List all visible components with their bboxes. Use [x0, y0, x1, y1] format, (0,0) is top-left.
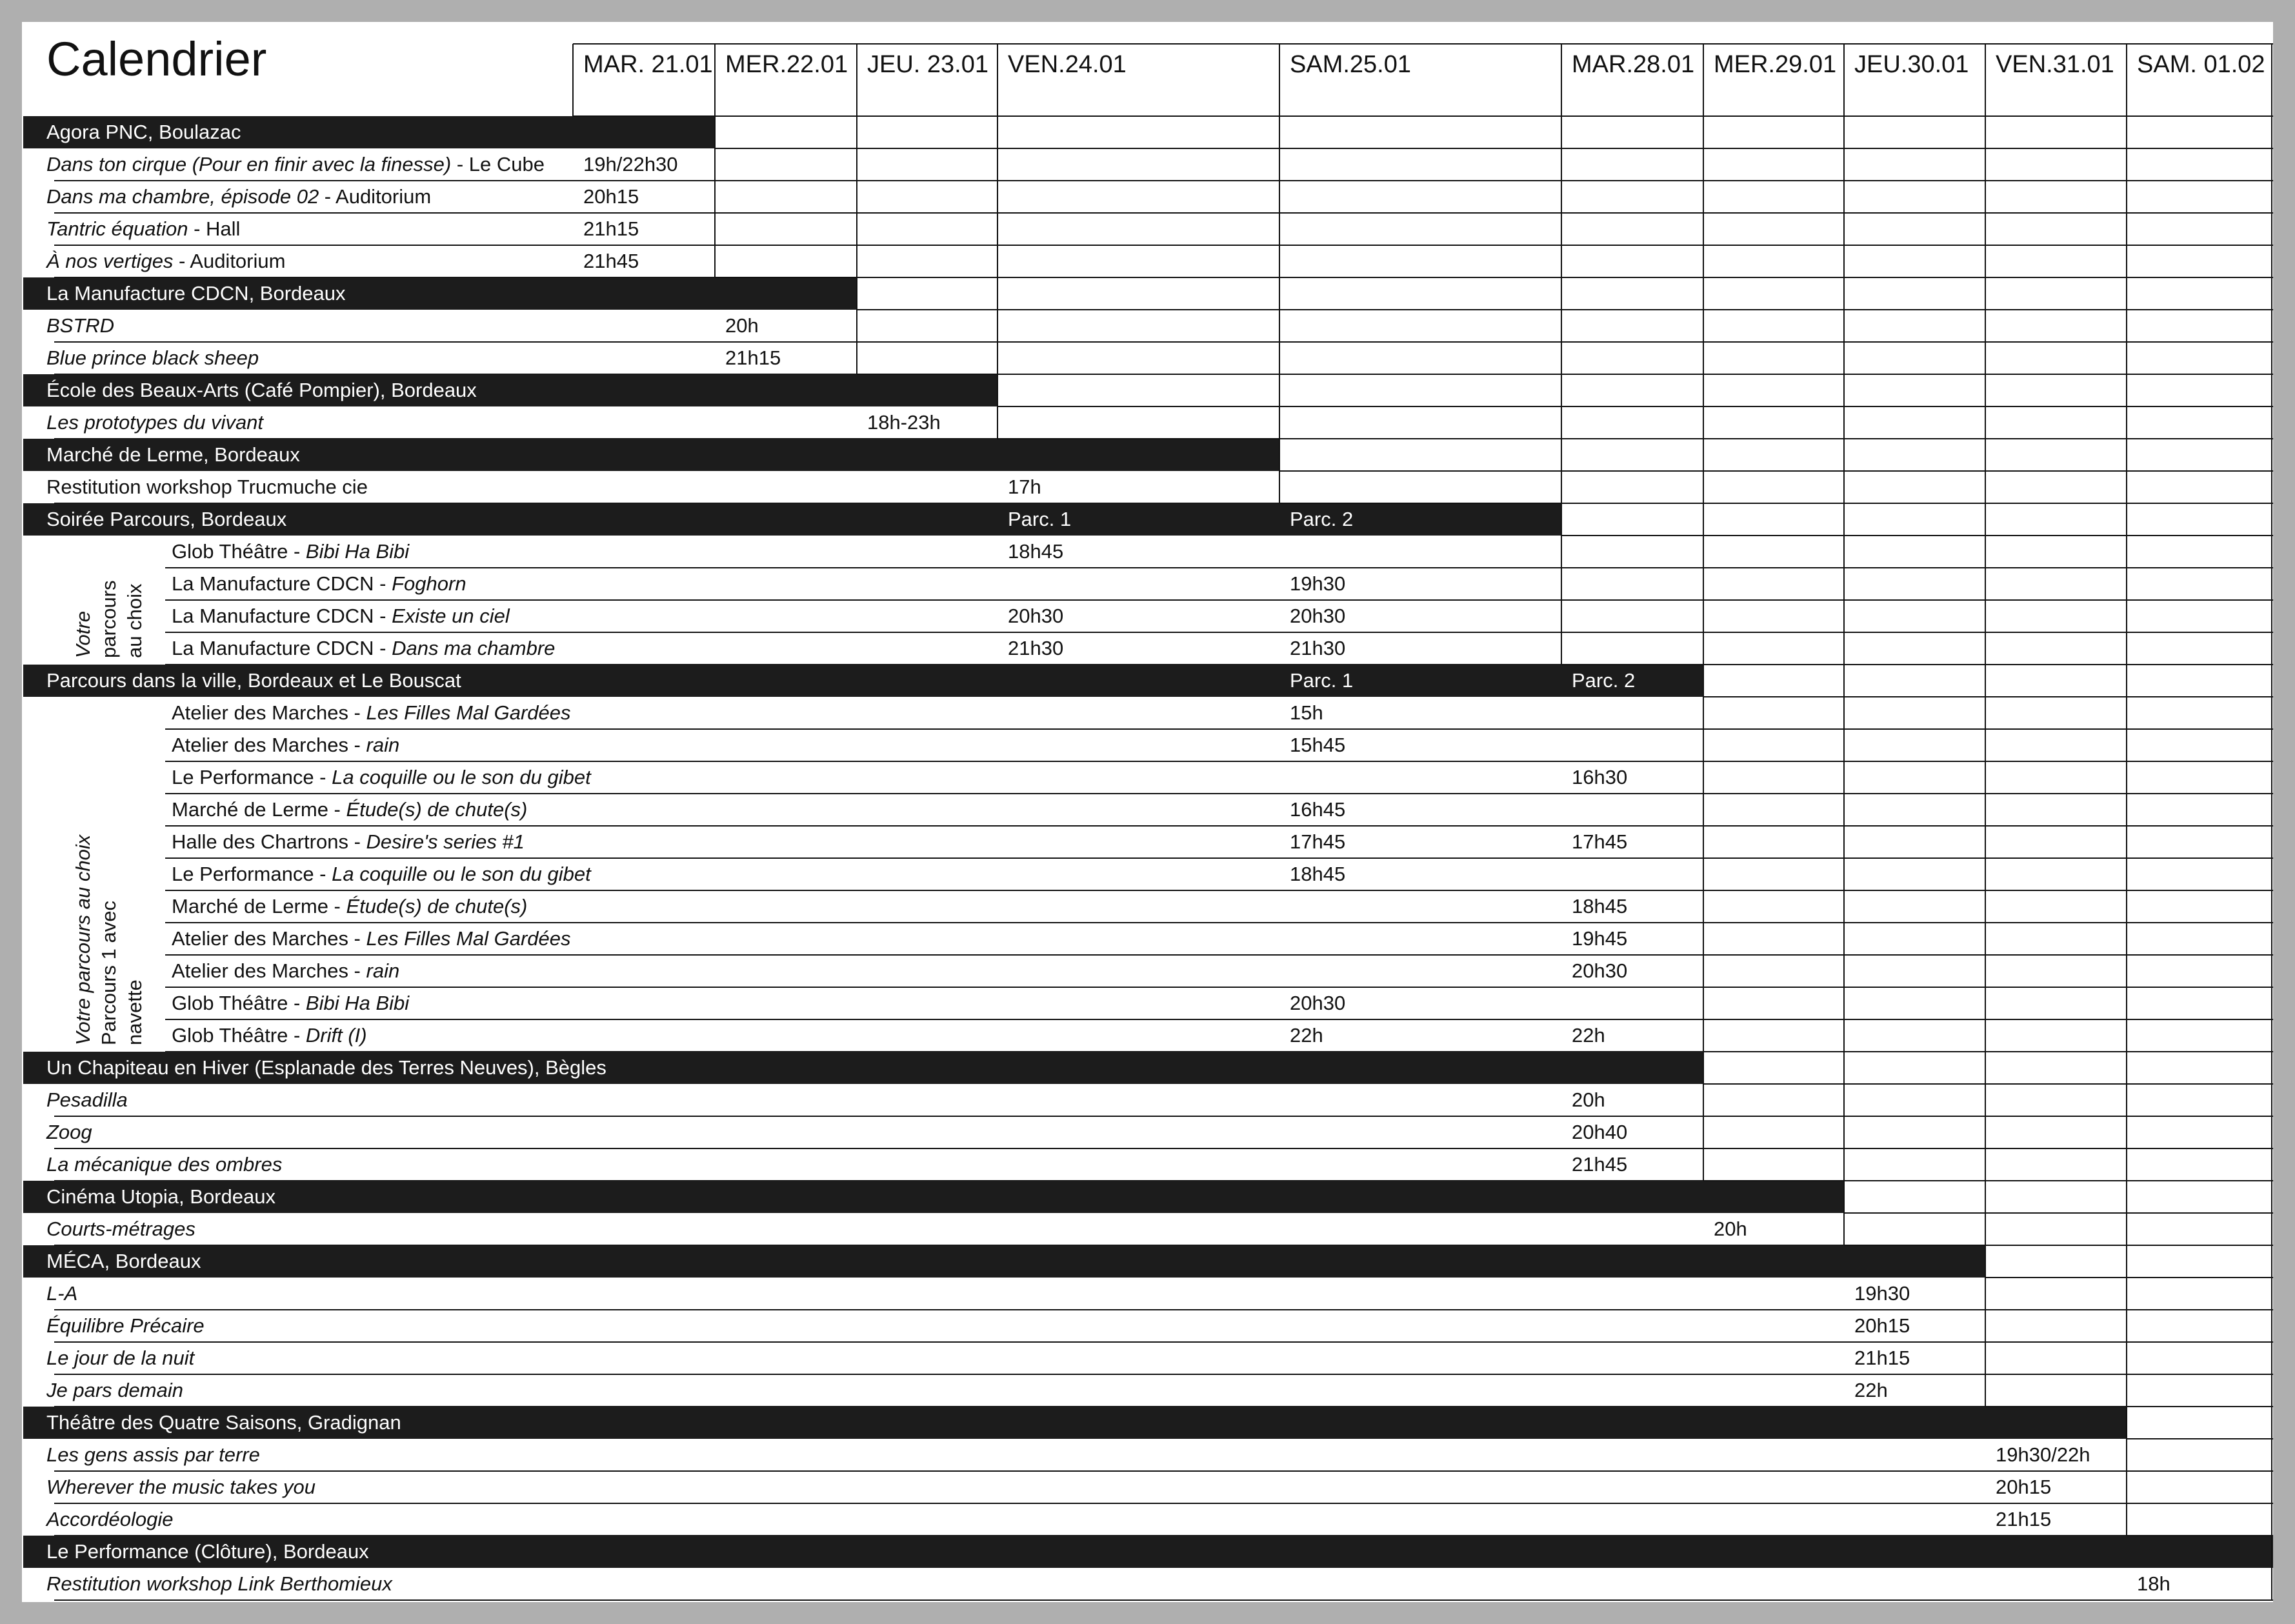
event-title [46, 1310, 205, 1342]
event-time: 20h30 [1008, 605, 1064, 627]
event-time: 19h30 [1854, 1282, 1910, 1305]
event-name: Drift (I) [305, 1024, 367, 1047]
event-place: Marché de Lerme - [172, 798, 346, 821]
empty-cell-rule [1279, 470, 2273, 472]
event-time: 21h45 [1572, 1153, 1628, 1176]
row-rule [54, 1309, 1985, 1310]
event-title [46, 1213, 195, 1245]
venue-name: Marché de Lerme, Bordeaux [46, 443, 300, 466]
empty-cell-rule [2127, 1438, 2273, 1439]
event-title [172, 761, 591, 794]
empty-cell-rule [1985, 1277, 2273, 1278]
empty-cell-rule [1279, 438, 2273, 439]
event-title [172, 923, 571, 955]
empty-cell-rule [1703, 761, 2273, 762]
event-title [46, 1342, 194, 1374]
empty-cell-rule [1703, 1083, 2273, 1085]
empty-cell-rule [2127, 1535, 2273, 1536]
day-column-rule [997, 44, 998, 439]
empty-cell-rule [857, 277, 2273, 278]
event-name: La coquille ou le son du gibet [332, 863, 591, 885]
event-time: 19h30 [1290, 572, 1346, 595]
event-title [172, 536, 409, 568]
event-time: 20h30 [1290, 992, 1346, 1014]
empty-cell-rule [1703, 1116, 2273, 1117]
parcours-label: Parc. 1 [1290, 669, 1354, 692]
empty-cell-rule [1703, 664, 2273, 665]
event-time: 16h45 [1290, 798, 1346, 821]
event-place: Le Performance - [172, 863, 332, 885]
venue-name: La Manufacture CDCN, Bordeaux [46, 282, 346, 305]
event-name: Les Filles Mal Gardées [366, 701, 571, 724]
empty-cell-rule [1561, 503, 2273, 504]
event-name: Les Filles Mal Gardées [366, 927, 571, 950]
empty-cell-rule [1703, 696, 2273, 697]
venue-bar [23, 1181, 1844, 1213]
day-header: VEN.24.01 [1008, 51, 1127, 78]
empty-cell-rule [2127, 1503, 2273, 1504]
day-header: MAR. 21.01 [583, 51, 713, 78]
event-name: rain [366, 959, 400, 982]
event-place: - Auditorium [173, 250, 286, 272]
empty-cell-rule [2127, 1406, 2273, 1407]
event-title [46, 181, 431, 213]
event-title [46, 1116, 92, 1148]
event-time: 15h45 [1290, 734, 1346, 756]
event-name: Tantric équation [46, 217, 188, 240]
event-time: 20h30 [1290, 605, 1346, 627]
empty-cell-rule [715, 180, 2273, 181]
event-place: Atelier des Marches - [172, 927, 366, 950]
venue-name: Soirée Parcours, Bordeaux [46, 508, 287, 530]
event-name: La mécanique des ombres [46, 1153, 283, 1176]
event-title [46, 1278, 77, 1310]
parcours-side-label: Parcours 1 avec [97, 901, 120, 1045]
event-time: 22h [1854, 1379, 1888, 1401]
event-name: Restitution workshop Link Berthomieux [46, 1572, 392, 1595]
empty-cell-rule [1844, 1180, 2273, 1181]
empty-cell-rule [1844, 1212, 2273, 1214]
event-title [172, 794, 527, 826]
day-header: MAR.28.01 [1572, 51, 1695, 78]
day-header: JEU. 23.01 [867, 51, 988, 78]
venue-name: Le Performance (Clôture), Bordeaux [46, 1540, 369, 1563]
header-top-rule [573, 43, 2273, 45]
event-name: Je pars demain [46, 1379, 183, 1401]
empty-cell-rule [1985, 1309, 2273, 1310]
empty-cell-rule [1703, 728, 2273, 730]
event-name: BSTRD [46, 314, 115, 337]
empty-cell-rule [997, 374, 2273, 375]
row-rule [54, 1599, 2273, 1601]
event-title [172, 697, 571, 729]
day-column-rule [2126, 44, 2127, 1536]
parcours-side-label: navette [123, 979, 146, 1045]
day-header: MER.29.01 [1714, 51, 1837, 78]
event-time: 21h30 [1008, 637, 1064, 659]
event-title [46, 1148, 282, 1181]
event-place: Glob Théâtre - [172, 540, 306, 563]
event-name: Les gens assis par terre [46, 1443, 260, 1466]
event-title [46, 1471, 316, 1503]
event-title [172, 858, 591, 890]
event-name: Dans ton cirque (Pour en finir avec la finesse) [46, 153, 452, 175]
parcours-side-label: parcours [97, 580, 120, 658]
row-rule [165, 1019, 1703, 1020]
venue-bar [23, 1245, 1985, 1278]
event-place: - Hall [188, 217, 241, 240]
event-time: 18h45 [1572, 895, 1628, 917]
event-name: À nos vertiges [46, 250, 174, 272]
event-name: Le jour de la nuit [46, 1347, 195, 1369]
event-place: Atelier des Marches - [172, 959, 366, 982]
event-time: 20h30 [1572, 959, 1628, 982]
event-time: 18h45 [1290, 863, 1346, 885]
venue-name: Agora PNC, Boulazac [46, 121, 241, 143]
empty-cell-rule [1703, 1051, 2273, 1052]
event-time: 15h [1290, 701, 1323, 724]
empty-cell-rule [1561, 632, 2273, 633]
day-header: SAM. 01.02 [2137, 51, 2265, 78]
event-time: 18h-23h [867, 411, 941, 434]
venue-name: MÉCA, Bordeaux [46, 1250, 201, 1272]
row-rule [54, 1470, 2127, 1472]
event-place: La Manufacture CDCN - [172, 605, 392, 627]
event-title [46, 1374, 183, 1407]
parcours-label: Parc. 2 [1572, 669, 1636, 692]
event-time: 18h [2137, 1572, 2170, 1595]
event-time: 21h15 [1996, 1508, 2052, 1530]
event-time: 20h15 [583, 185, 639, 208]
event-place: Glob Théâtre - [172, 1024, 306, 1047]
event-time: 20h15 [1854, 1314, 1910, 1337]
empty-cell-rule [1985, 1245, 2273, 1246]
parcours-side-label: Votre parcours au choix [72, 834, 94, 1045]
event-title [46, 213, 240, 245]
parcours-side-label: Votre [72, 611, 94, 658]
event-time: 21h30 [1290, 637, 1346, 659]
day-column-rule [1279, 44, 1280, 503]
event-time: 21h15 [583, 217, 639, 240]
event-name: Blue prince black sheep [46, 346, 259, 369]
empty-cell-rule [1985, 1341, 2273, 1343]
event-place: - Le Cube [451, 153, 545, 175]
event-name: Dans ma chambre [392, 637, 556, 659]
event-title [46, 342, 259, 374]
event-name: Foghorn [392, 572, 466, 595]
event-title [172, 987, 409, 1019]
event-title [46, 310, 114, 342]
empty-cell-rule [1561, 567, 2273, 568]
day-column-rule [1985, 44, 1986, 1407]
event-time: 20h40 [1572, 1121, 1628, 1143]
day-header: SAM.25.01 [1290, 51, 1411, 78]
empty-cell-rule [1561, 599, 2273, 601]
day-column-rule [1561, 44, 1562, 665]
venue-name: Parcours dans la ville, Bordeaux et Le Bouscat [46, 669, 461, 692]
day-header: MER.22.01 [725, 51, 848, 78]
event-title [172, 600, 510, 632]
empty-cell-rule [1703, 922, 2273, 923]
page-title: Calendrier [46, 32, 267, 86]
venue-name: Un Chapiteau en Hiver (Esplanade des Terres Neuves), Bègles [46, 1056, 606, 1079]
event-time: 20h [1714, 1218, 1747, 1240]
event-time: 19h30/22h [1996, 1443, 2090, 1466]
event-time: 21h15 [725, 346, 781, 369]
event-time: 20h [725, 314, 759, 337]
event-name: Courts-métrages [46, 1218, 195, 1240]
parcours-label: Parc. 1 [1008, 508, 1072, 530]
event-time: 19h45 [1572, 927, 1628, 950]
event-time: 16h30 [1572, 766, 1628, 788]
venue-name: Théâtre des Quatre Saisons, Gradignan [46, 1411, 401, 1434]
event-name: Accordéologie [46, 1508, 174, 1530]
day-column-rule [856, 44, 857, 374]
event-title [46, 245, 285, 277]
empty-cell-rule [715, 148, 2273, 149]
event-time: 20h15 [1996, 1476, 2052, 1498]
event-place: Atelier des Marches - [172, 734, 366, 756]
day-column-rule [714, 44, 716, 277]
event-time: 17h45 [1290, 830, 1346, 853]
event-name: Zoog [46, 1121, 92, 1143]
empty-cell-rule [1703, 857, 2273, 859]
day-header: JEU.30.01 [1854, 51, 1969, 78]
event-title [172, 729, 399, 761]
event-time: 17h45 [1572, 830, 1628, 853]
row-rule [54, 1116, 1703, 1117]
event-time: 18h45 [1008, 540, 1064, 563]
event-title [46, 1503, 173, 1536]
empty-cell-rule [1703, 1019, 2273, 1020]
calendar-sheet [22, 22, 2273, 1602]
event-name: Pesadilla [46, 1088, 128, 1111]
day-header: VEN.31.01 [1996, 51, 2114, 78]
event-place: - Auditorium [319, 185, 432, 208]
event-name: Les prototypes du vivant [46, 411, 264, 434]
event-time: 20h [1572, 1088, 1605, 1111]
empty-cell-rule [1703, 825, 2273, 827]
event-place: Halle des Chartrons - [172, 830, 366, 853]
day-column-rule [572, 44, 574, 116]
empty-cell-rule [1703, 890, 2273, 891]
empty-cell-rule [1703, 793, 2273, 794]
event-name: La coquille ou le son du gibet [332, 766, 591, 788]
header-bottom-rule [573, 115, 2273, 117]
empty-cell-rule [857, 309, 2273, 310]
empty-cell-rule [1703, 1148, 2273, 1149]
empty-cell-rule [1703, 987, 2273, 988]
event-title [46, 1084, 128, 1116]
empty-cell-rule [715, 245, 2273, 246]
event-name: Restitution workshop Trucmuche cie [46, 476, 368, 498]
empty-cell-rule [857, 341, 2273, 343]
event-title [172, 632, 555, 665]
row-rule [54, 1148, 1703, 1149]
row-rule [54, 1503, 2127, 1504]
event-title [46, 406, 263, 439]
event-time: 22h [1572, 1024, 1605, 1047]
event-time: 21h45 [583, 250, 639, 272]
event-place: Le Performance - [172, 766, 332, 788]
event-place: La Manufacture CDCN - [172, 572, 392, 595]
event-title [172, 890, 527, 923]
venue-name: Cinéma Utopia, Bordeaux [46, 1185, 276, 1208]
event-name: Desire's series #1 [366, 830, 525, 853]
event-title [46, 1439, 260, 1471]
event-name: Étude(s) de chute(s) [346, 798, 528, 821]
event-name: Wherever the music takes you [46, 1476, 316, 1498]
event-name: Équilibre Précaire [46, 1314, 205, 1337]
parcours-side-label: au choix [123, 583, 146, 658]
event-title [172, 955, 399, 987]
empty-cell-rule [1561, 535, 2273, 536]
event-name: Bibi Ha Bibi [305, 992, 410, 1014]
day-column-rule [1703, 44, 1704, 1181]
row-rule [54, 1341, 1985, 1343]
event-name: Existe un ciel [392, 605, 510, 627]
empty-cell-rule [997, 406, 2273, 407]
event-time: 19h/22h30 [583, 153, 678, 175]
event-title [46, 471, 368, 503]
event-name: Étude(s) de chute(s) [346, 895, 528, 917]
empty-cell-rule [2127, 1470, 2273, 1472]
event-name: rain [366, 734, 400, 756]
event-time: 21h15 [1854, 1347, 1910, 1369]
event-title [46, 1568, 392, 1600]
event-time: 22h [1290, 1024, 1323, 1047]
empty-cell-rule [715, 212, 2273, 214]
empty-cell-rule [1985, 1374, 2273, 1375]
row-rule [54, 1374, 1985, 1375]
parcours-label: Parc. 2 [1290, 508, 1354, 530]
event-title [172, 568, 466, 600]
event-title [172, 826, 525, 858]
event-place: Glob Théâtre - [172, 992, 306, 1014]
day-column-rule [1843, 44, 1845, 1245]
event-name: Bibi Ha Bibi [305, 540, 410, 563]
event-name: Dans ma chambre, épisode 02 [46, 185, 319, 208]
empty-cell-rule [1703, 954, 2273, 956]
venue-name: École des Beaux-Arts (Café Pompier), Bordeaux [46, 379, 477, 401]
event-name: L-A [46, 1282, 78, 1305]
event-place: Marché de Lerme - [172, 895, 346, 917]
event-place: Atelier des Marches - [172, 701, 366, 724]
event-title [46, 148, 545, 181]
event-title [172, 1019, 367, 1052]
event-time: 17h [1008, 476, 1041, 498]
event-place: La Manufacture CDCN - [172, 637, 392, 659]
